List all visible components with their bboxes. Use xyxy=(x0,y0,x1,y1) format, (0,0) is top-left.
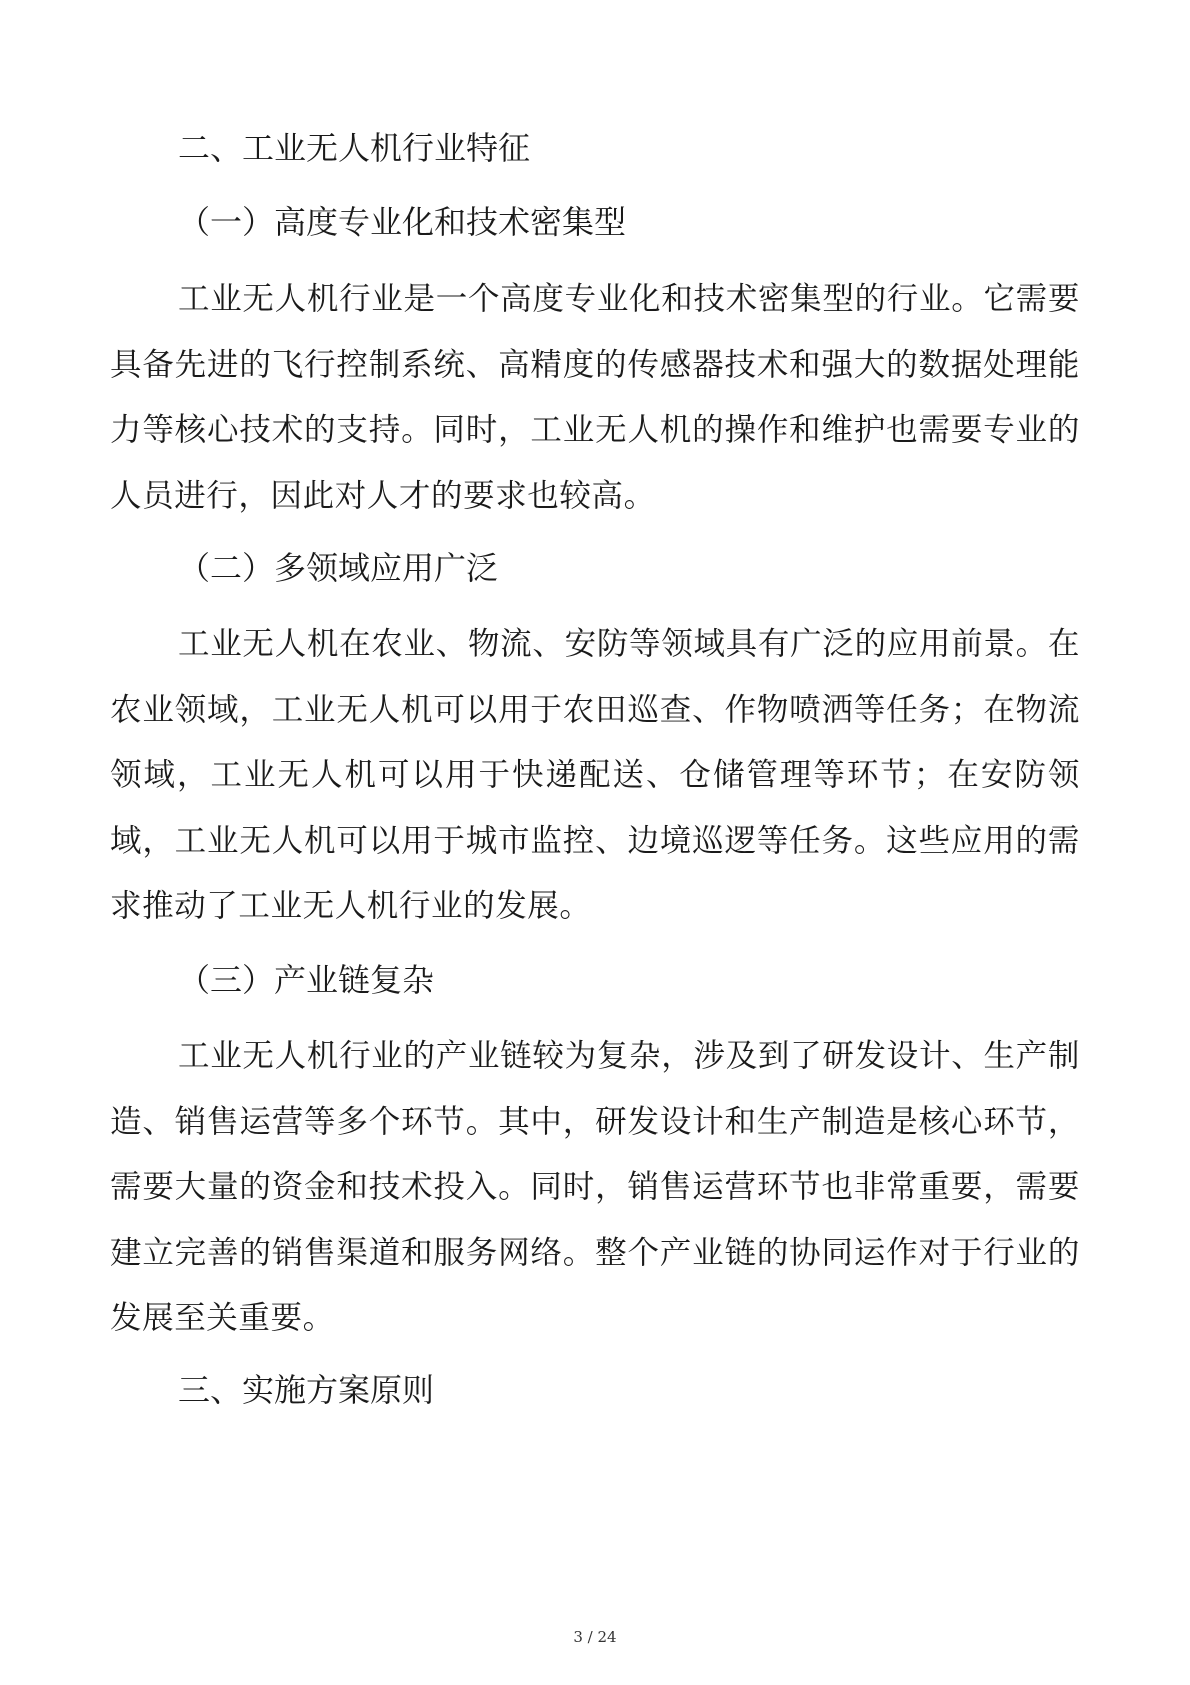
section-heading-industry-features: 二、工业无人机行业特征 xyxy=(178,129,531,167)
paragraph-applications: 工业无人机在农业、物流、安防等领域具有广泛的应用前景。在农业领域，工业无人机可以用于农田巡查、作物喷洒等任务；在物流领域，工业无人机可以用于快递配送、仓储管理等环节；在安防领域，工业无人机可以用于城市监控、边境巡逻等任务。这些应用的需求推动了工业无人机行业的发展。 xyxy=(110,626,1080,924)
subsection-heading-applications: （二）多领域应用广泛 xyxy=(178,549,499,587)
subsection-heading-specialization: （一）高度专业化和技术密集型 xyxy=(178,203,627,241)
section-heading-implementation-principles: 三、实施方案原则 xyxy=(178,1371,435,1409)
paragraph-industry-chain: 工业无人机行业的产业链较为复杂，涉及到了研发设计、生产制造、销售运营等多个环节。其中，研发设计和生产制造是核心环节，需要大量的资金和技术投入。同时，销售运营环节也非常重要，需要建立完善的销售渠道和服务网络。整个产业链的协同运作对于行业的发展至关重要。 xyxy=(110,1038,1080,1336)
paragraph-specialization: 工业无人机行业是一个高度专业化和技术密集型的行业。它需要具备先进的飞行控制系统、高精度的传感器技术和强大的数据处理能力等核心技术的支持。同时，工业无人机的操作和维护也需要专业的人员进行，因此对人才的要求也较高。 xyxy=(110,281,1080,514)
subsection-heading-industry-chain: （三）产业链复杂 xyxy=(178,961,435,999)
page-number: 3 / 24 xyxy=(573,1628,617,1646)
